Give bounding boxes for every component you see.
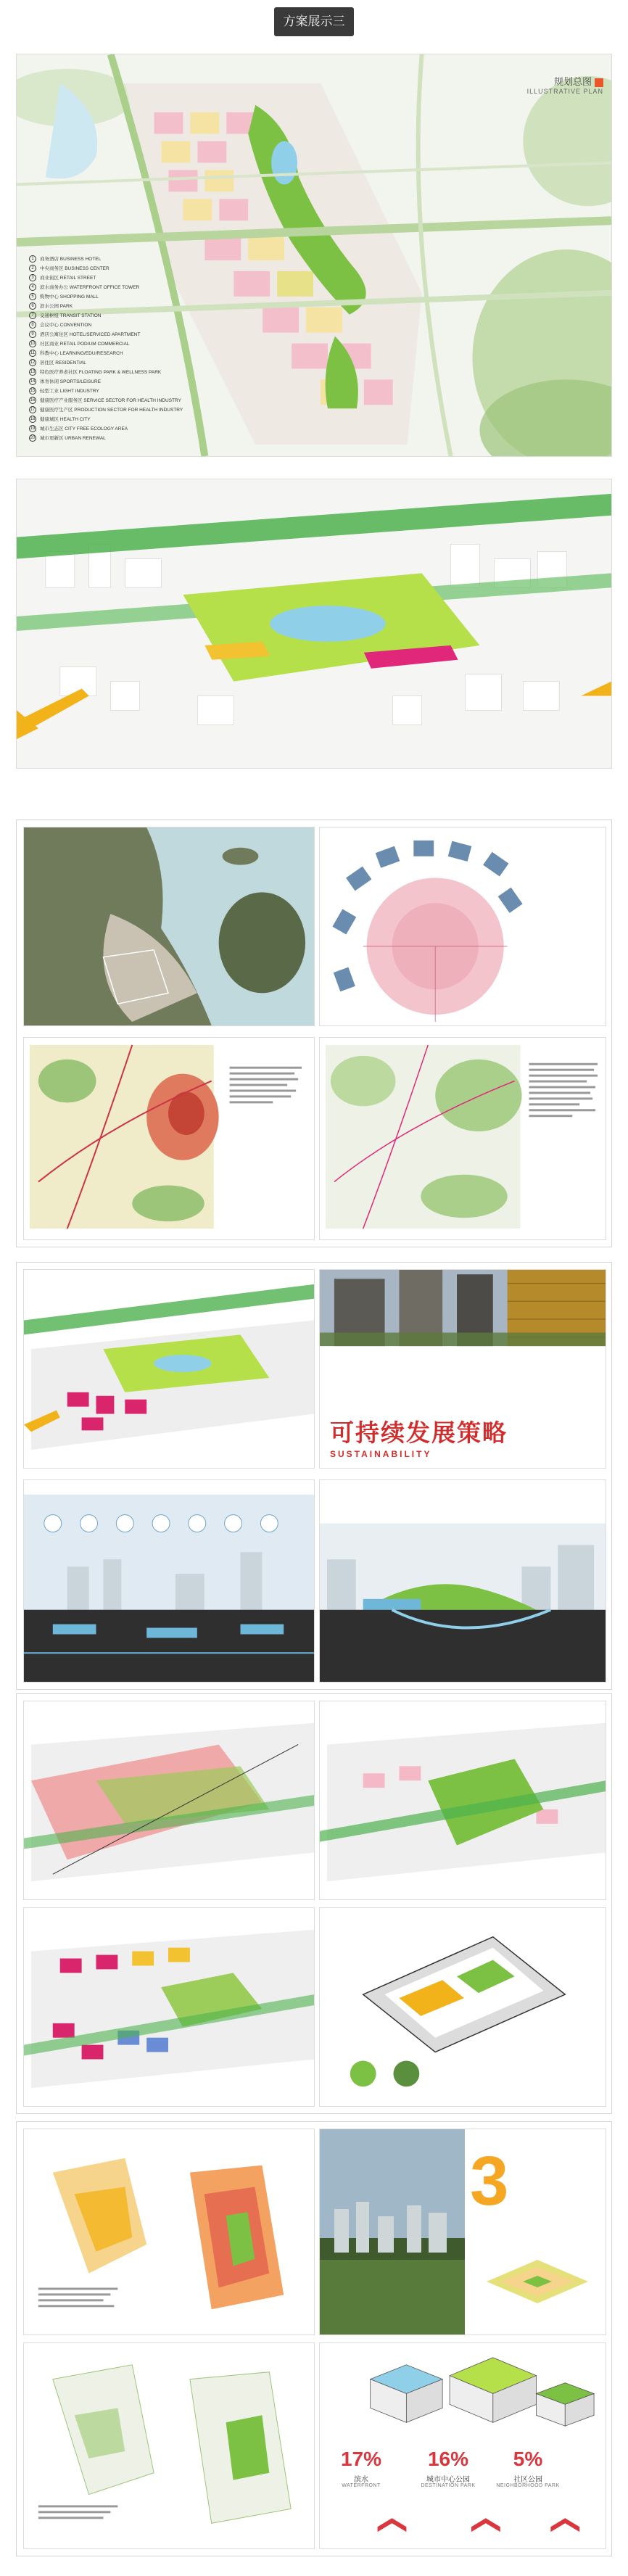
legend-item — [29, 292, 181, 301]
legend-item — [29, 339, 181, 348]
legend-label: 滨水商务办公 WATERFRONT OFFICE TOWER — [40, 285, 140, 290]
legend-item — [29, 405, 181, 414]
stat-label-cn: 滨水 — [354, 2476, 368, 2484]
phase-three-panel — [319, 2129, 606, 2335]
stat-value: 5% — [513, 2448, 543, 2470]
legend-number: 14 — [30, 379, 36, 384]
legend-label: 轻型工业 LIGHT INDUSTRY — [40, 389, 99, 394]
legend-item — [29, 414, 181, 424]
legend-label: 城市生态区 CITY FREE ECOLOGY AREA — [40, 426, 128, 432]
legend-item — [29, 358, 181, 367]
legend-number: 13 — [30, 369, 36, 374]
stat-label-cn: 城市中心公园 — [426, 2476, 470, 2484]
legend-item — [29, 329, 181, 339]
development-intensity-panel — [23, 2129, 315, 2335]
landscape-section-panel — [319, 1479, 606, 1683]
legend-item — [29, 348, 181, 358]
strategy-axonometric-diagram — [24, 1270, 314, 1468]
ecology-analysis-map — [320, 1038, 606, 1239]
legend-label: 居住区 RESIDENTIAL — [40, 360, 86, 366]
terrain-analysis-panel — [23, 1037, 315, 1240]
legend-label: 购物中心 SHOPPING MALL — [40, 294, 99, 300]
plan-legend — [29, 254, 181, 442]
stat-value: 17% — [340, 2448, 382, 2470]
legend-label: 酒店公寓住区 HOTEL/SERVICED APARTMENT — [40, 332, 141, 337]
building-photo — [320, 1270, 606, 1393]
site-satellite-map-panel — [23, 827, 315, 1026]
landscape-section-diagram — [320, 1480, 606, 1682]
legend-number: 4 — [29, 284, 36, 291]
legend-number: 8 — [29, 321, 36, 329]
core-area-axonometric-panel — [23, 1701, 315, 1900]
sustainability-title: 可持续发展策略 — [330, 1419, 508, 1447]
legend-number: 20 — [30, 435, 36, 440]
phase-number: 3 — [470, 2142, 509, 2220]
legend-label: 商业街区 RETAIL STREET — [40, 276, 96, 281]
legend-item — [29, 320, 181, 329]
sustainability-subtitle: SUSTAINABILITY — [330, 1449, 432, 1459]
legend-number: 17 — [30, 407, 36, 412]
ecology-analysis-panel — [319, 1037, 606, 1240]
corridor-detail-panel — [319, 1907, 606, 2107]
legend-label: 体育休闲 SPORTS/LEISURE — [40, 379, 102, 384]
strategy-axonometric-panel — [23, 1269, 315, 1469]
stat-label-en: DESTINATION PARK — [421, 2483, 476, 2488]
legend-number: 19 — [30, 426, 36, 431]
green-network-axonometric-panel — [319, 1701, 606, 1900]
site-satellite-map — [24, 827, 314, 1025]
legend-number: 2 — [29, 265, 36, 272]
legend-item — [29, 395, 181, 405]
phase-three-diagram — [472, 2238, 603, 2325]
plan-title-en: ILLUSTRATIVE PLAN — [526, 88, 603, 95]
corridor-detail-diagram — [320, 1908, 606, 2106]
view-corridor-diagram — [320, 827, 606, 1025]
axonometric-aerial-image — [17, 479, 611, 768]
legend-number: 10 — [30, 341, 36, 346]
legend-label: 交通枢纽 TRANSIT STATION — [40, 313, 102, 318]
legend-number: 5 — [29, 293, 36, 300]
open-space-ratio-panel — [319, 2342, 606, 2549]
green-network-axonometric-diagram — [320, 1701, 606, 1899]
legend-label: 社区商业 RETAIL PODIUM COMMERCIAL — [40, 342, 130, 347]
legend-label: 健康城区 HEALTH CITY — [40, 417, 91, 422]
park-distribution-panel — [23, 2342, 315, 2549]
terrain-analysis-map — [24, 1038, 314, 1239]
legend-label: 滨水公园 PARK — [40, 304, 73, 309]
legend-item — [29, 254, 181, 263]
legend-item — [29, 386, 181, 395]
legend-number: 1 — [29, 255, 36, 263]
legend-label: 特色医疗养老社区 FLOATING PARK & WELLNESS PARK — [40, 370, 162, 375]
infrastructure-section-panel — [23, 1479, 315, 1683]
legend-item — [29, 424, 181, 433]
stat-value: 16% — [427, 2448, 469, 2470]
park-distribution-map — [24, 2343, 314, 2548]
axonometric-aerial-panel — [16, 479, 612, 769]
legend-item — [29, 367, 181, 376]
legend-label: 中央商务区 BUSINESS CENTER — [40, 266, 110, 271]
plan-title — [527, 74, 603, 95]
stat-label-en: NEIGHBORHOOD PARK — [496, 2483, 560, 2488]
legend-item — [29, 301, 181, 310]
legend-number: 11 — [30, 350, 36, 355]
city-skyline-photo — [320, 2129, 465, 2335]
legend-number: 9 — [29, 331, 36, 338]
legend-item — [29, 282, 181, 292]
stat-label-en: WATERFRONT — [342, 2483, 381, 2488]
open-space-isometric-diagram — [320, 2343, 606, 2548]
legend-item — [29, 310, 181, 320]
legend-label: 商务酒店 BUSINESS HOTEL — [40, 257, 102, 262]
view-corridor-analysis-panel — [319, 827, 606, 1026]
core-area-axonometric-diagram — [24, 1701, 314, 1899]
legend-number: 7 — [29, 312, 36, 319]
legend-number: 6 — [29, 302, 36, 310]
landuse-axonometric-diagram — [24, 1908, 314, 2106]
legend-number: 18 — [30, 416, 36, 421]
legend-number: 12 — [30, 360, 36, 365]
legend-item — [29, 376, 181, 386]
legend-label: 科教中心 LEARNING/EDU/RESEARCH — [40, 351, 123, 356]
legend-item — [29, 273, 181, 282]
stat-label-cn: 社区公园 — [513, 2476, 542, 2484]
legend-item — [29, 263, 181, 273]
infrastructure-section-diagram — [24, 1480, 314, 1682]
legend-number: 3 — [29, 274, 36, 281]
landuse-axonometric-panel — [23, 1907, 315, 2107]
legend-item — [29, 433, 181, 442]
development-intensity-map — [24, 2129, 314, 2334]
legend-number: 15 — [30, 388, 36, 393]
plan-title-cn: 规划总图 — [527, 74, 603, 88]
legend-label: 城市更新区 URBAN RENEWAL — [40, 436, 106, 441]
section-title: 方案展示三 — [274, 7, 354, 36]
legend-number: 16 — [30, 397, 36, 402]
legend-label: 会议中心 CONVENTION — [40, 323, 92, 328]
legend-label: 健康医疗产业服务区 SERVICE SECTOR FOR HEALTH INDUSTRY — [40, 398, 181, 403]
legend-label: 健康医疗生产区 PRODUCTION SECTOR FOR HEALTH INDUSTRY — [40, 408, 183, 413]
plan-title-badge — [595, 78, 603, 87]
